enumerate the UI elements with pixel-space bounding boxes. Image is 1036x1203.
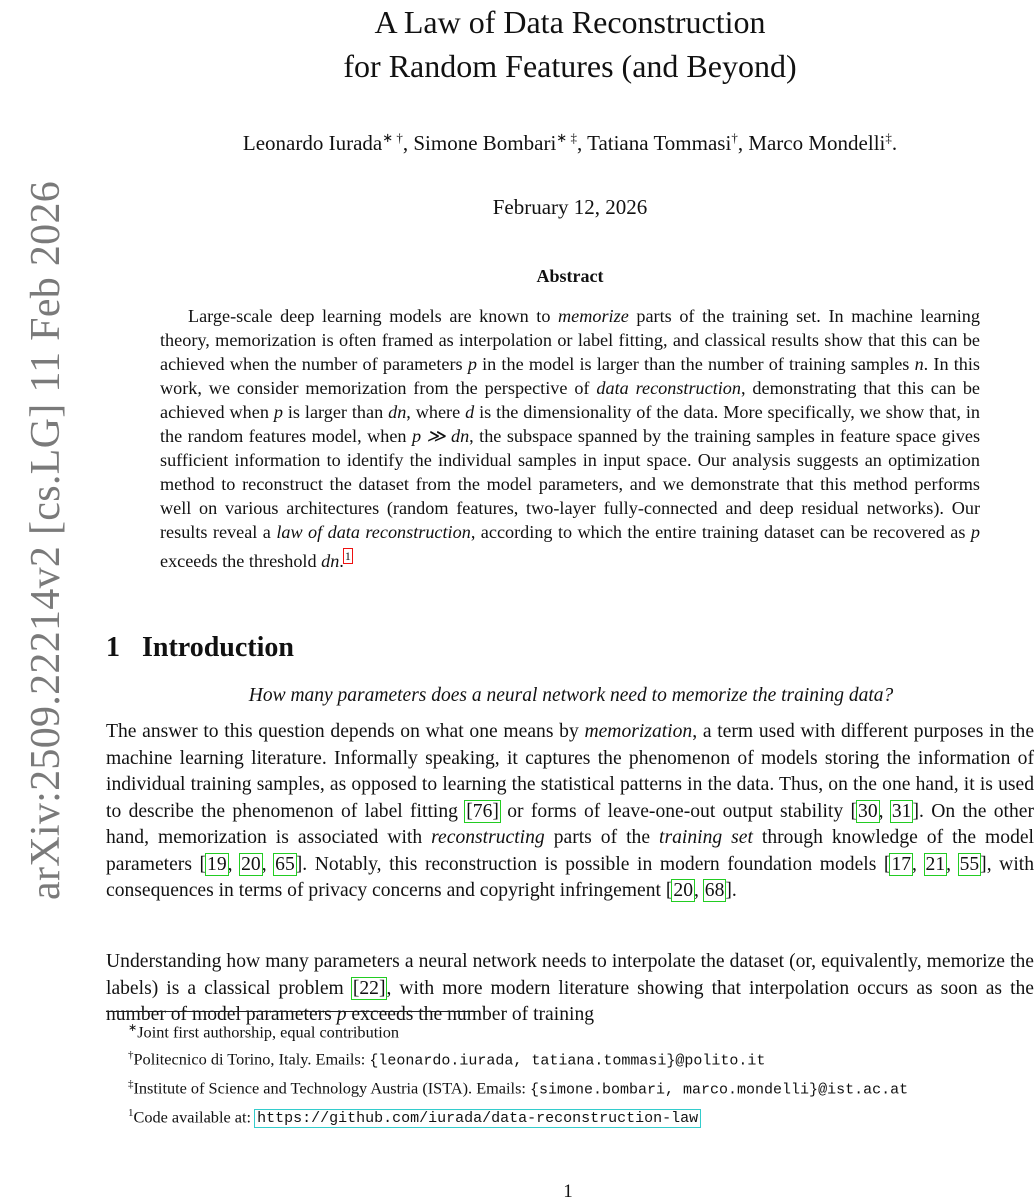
footnote: ‡Institute of Science and Technology Austria (ISTA). Emails: {simone.bombari, marco.mondelli}@ist.ac.at xyxy=(128,1077,909,1099)
footnote: ∗Joint first authorship, equal contribution xyxy=(128,1022,400,1042)
author-affiliation-marks: † xyxy=(731,130,738,145)
author-separator: , xyxy=(737,131,749,155)
citation-link[interactable]: 31 xyxy=(891,800,912,822)
citation-link[interactable]: 20 xyxy=(673,880,693,901)
abstract-text: Large-scale deep learning models are known to memorize parts of the training set. In machine learning theory, memorization is often framed as interpolation or label fitting, and classical results show that this can be achieved when the number of parameters p in the model is larger than the number of training samples n. In this work, we consider memorization from the perspective of data reconstruction, demonstrating that this can be achieved when p is larger than dn, where d is the dimensionality of the data. More specifically, we show that, in the random features model, when p ≫ dn, the subspace spanned by the training samples in feature space gives sufficient information to identify the individual samples in input space. Our analysis suggests an optimization method to reconstruct the dataset from the model parameters, and we demonstrate that this method performs well on various architectures (random features, two-layer fully-connected and deep residual networks). Our results reveal a law of data reconstruction, according to which the entire training dataset can be recovered as p exceeds the threshold dn.$^1$ xyxy=(160,306,981,572)
citation-link[interactable]: 21 xyxy=(925,853,946,875)
author-affiliation-marks: ∗ ‡ xyxy=(556,130,577,145)
paper-title xyxy=(200,0,940,88)
page-number: 1 xyxy=(563,1181,573,1202)
abstract-heading: Abstract xyxy=(536,266,604,286)
footnote-mark: ‡ xyxy=(128,1077,134,1090)
footnote-mark: 1 xyxy=(128,1106,134,1119)
section-number: 1 xyxy=(106,632,120,663)
citation-link[interactable]: 65 xyxy=(275,853,295,875)
section-heading-introduction xyxy=(106,632,294,664)
author-list xyxy=(150,130,990,156)
author-affiliation-marks: ‡ xyxy=(885,130,892,145)
author-separator: , xyxy=(576,131,588,155)
code-repository-link[interactable]: https://github.com/iurada/data-reconstruction-law xyxy=(257,1110,699,1128)
footnote-1-link[interactable]: 1 xyxy=(344,549,351,563)
citation-link[interactable]: 55 xyxy=(959,853,980,875)
email-list: {leonardo.iurada, tatiana.tommasi}@polito.it xyxy=(369,1052,766,1070)
author-separator: . xyxy=(891,131,898,155)
citation-link[interactable]: [76] xyxy=(466,800,499,822)
title-line-1: A Law of Data Reconstruction xyxy=(374,4,766,40)
citation-link[interactable]: 68 xyxy=(704,880,725,901)
research-question: How many parameters does a neural network need to memorize the training data? xyxy=(248,685,894,706)
author-separator: , xyxy=(402,131,414,155)
footnote-mark: ∗ xyxy=(128,1022,138,1034)
citation-link[interactable]: 30 xyxy=(858,800,878,822)
title-line-2: for Random Features (and Beyond) xyxy=(343,48,797,84)
author-name: Leonardo Iurada xyxy=(242,131,383,155)
section-title: Introduction xyxy=(142,632,294,663)
publication-date: February 12, 2026 xyxy=(492,195,648,219)
citation-link[interactable]: 20 xyxy=(241,853,261,875)
author-name: Tatiana Tommasi xyxy=(587,131,732,155)
footnotes xyxy=(128,1017,1028,1131)
author-affiliation-marks: ∗ † xyxy=(382,130,403,145)
citation-link[interactable]: [22] xyxy=(352,977,386,999)
author-name: Marco Mondelli xyxy=(748,131,886,155)
arxiv-identifier-stamp: arXiv:2509.22214v2 [cs.LG] 11 Feb 2026 xyxy=(23,180,69,900)
intro-paragraph-1: The answer to this question depends on what one means by memorization, a term used with different purposes in the machine learning literature. Informally speaking, it captures the phenomenon of models storing the information of individual training samples, as opposed to learning the statistical patterns in the data. Thus, on the one hand, it is used to describe the phenomenon of label fitting [76] or forms of leave-one-out output stability [30, 31]. On the other hand, memorization is associated with reconstructing parts of the training set through knowledge of the model parameters [19, 20, 65]. Notably, this reconstruction is possible in modern foundation models [17, 21, 55], with consequences in terms of privacy concerns and copyright infringement [20, 68]. xyxy=(106,721,1035,901)
footnote-separator xyxy=(106,1011,476,1012)
author-name: Simone Bombari xyxy=(413,131,557,155)
intro-paragraph-2: Understanding how many parameters a neural network needs to interpolate the dataset (or, equivalently, memorize the labels) is a classical problem [22], with more modern literature showing that interpolation occurs as soon as the number of model parameters p exceeds the number of training xyxy=(106,951,1035,1025)
citation-link[interactable]: 19 xyxy=(207,853,227,875)
footnote: †Politecnico di Torino, Italy. Emails: {leonardo.iurada, tatiana.tommasi}@polito.it xyxy=(128,1048,766,1070)
footnote-mark: † xyxy=(128,1048,134,1061)
citation-link[interactable]: 17 xyxy=(891,853,912,875)
email-list: {simone.bombari, marco.mondelli}@ist.ac.at xyxy=(530,1081,909,1099)
footnote: $^1$Code available at: https://github.com/iurada/data-reconstruction-law xyxy=(128,1106,699,1128)
